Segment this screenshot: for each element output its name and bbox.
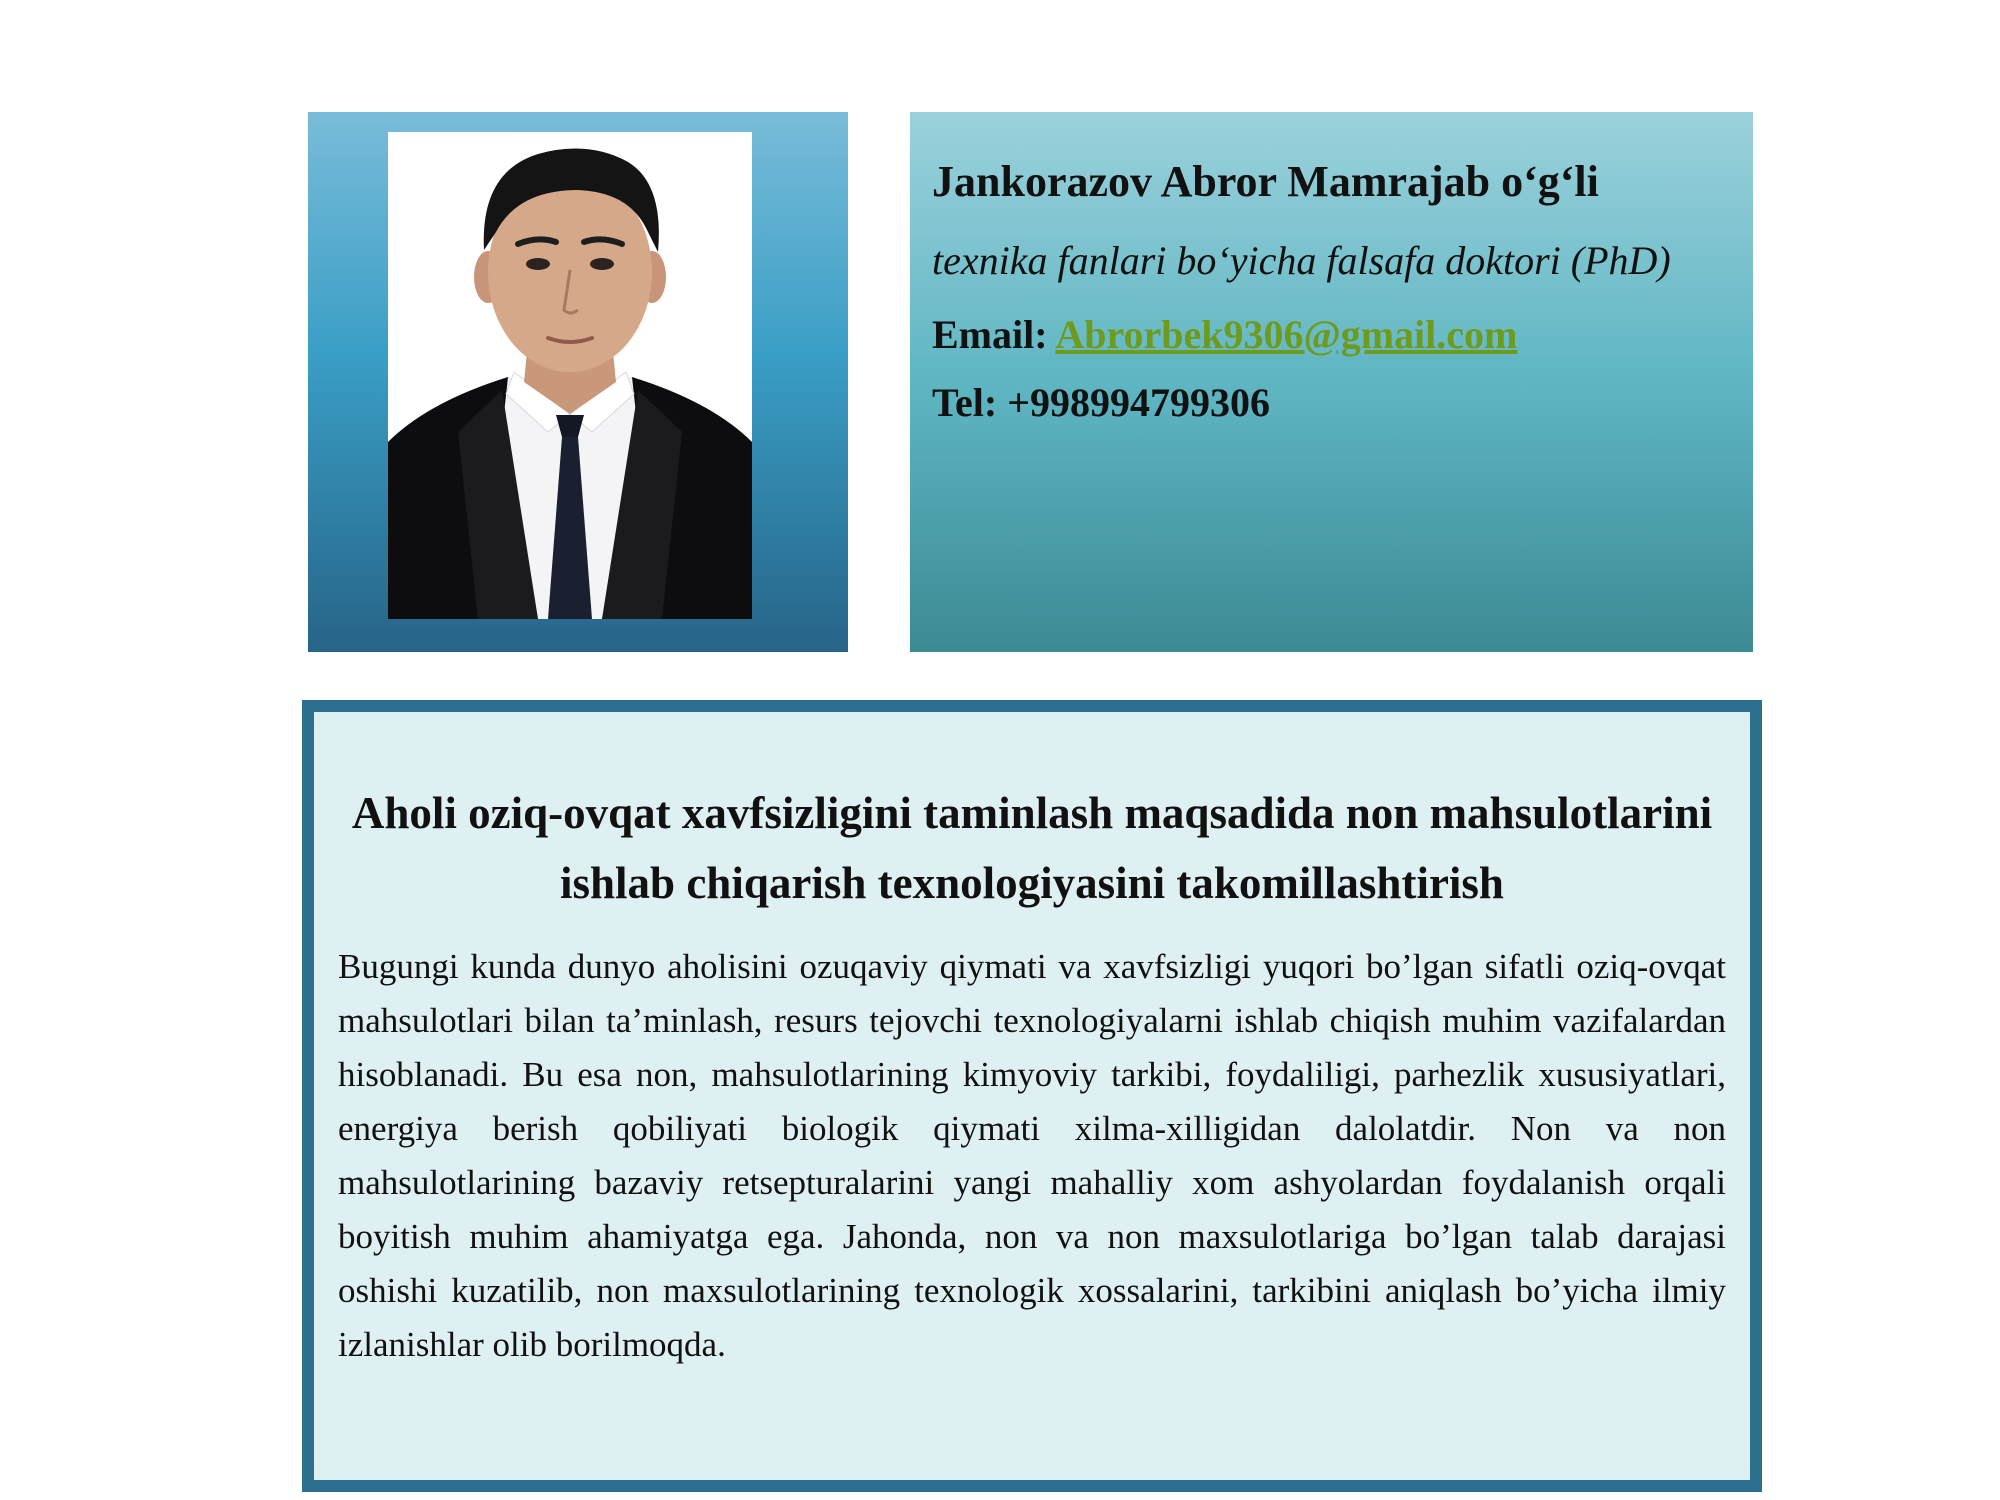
abstract-title: Aholi oziq-ovqat xavfsizligini taminlash maqsadida non mahsulotlarini ishlab chiqarish texnologiyasini takomillashtirish xyxy=(351,788,1713,908)
phone-label: Tel: xyxy=(932,380,1008,425)
email-link[interactable]: Abrorbek9306@gmail.com xyxy=(1055,312,1518,357)
abstract-body: Bugungi kunda dunyo aholisini ozuqaviy qiymati va xavfsizligi yuqori bo’lgan sifatli oziq-ovqat mahsulotlari bilan ta’minlash, resurs tejovchi texnologiyalarni ishlab chiqish muhim vazifalardan hisoblanadi. Bu esa non, mahsulotlarining kimyoviy tarkibi, foydaliligi, parhezlik xususiyatlari, energiya berish qobiliyati biologik qiymati xilma-xilligidan dalolatdir. Non va non mahsulotlarining bazaviy retsepturalarini yangi mahalliy xom ashyolardan foydalanish orqali boyitish muhim ahamiyatga ega. Jahonda, non va non maxsulotlariga bo’lgan talab darajasi oshishi kuzatilib, non maxsulotlarining texnologik xossalarini, tarkibini aniqlash bo’yicha ilmiy izlanishlar olib borilmoqda. xyxy=(338,947,1726,1364)
portrait-icon xyxy=(388,132,752,619)
photo-panel xyxy=(308,112,848,652)
person-name: Jankorazov Abror Mamrajab o‘g‘li xyxy=(932,157,1599,206)
portrait-photo xyxy=(388,132,752,619)
email-label: Email: xyxy=(932,312,1056,357)
person-degree: texnika fanlari bo‘yicha falsafa doktori (PhD) xyxy=(932,238,1671,283)
email-line xyxy=(932,310,1733,360)
phone-line xyxy=(932,378,1733,428)
profile-card xyxy=(910,112,1753,652)
abstract-panel xyxy=(302,700,1762,1492)
phone-number: +998994799306 xyxy=(1007,380,1270,425)
